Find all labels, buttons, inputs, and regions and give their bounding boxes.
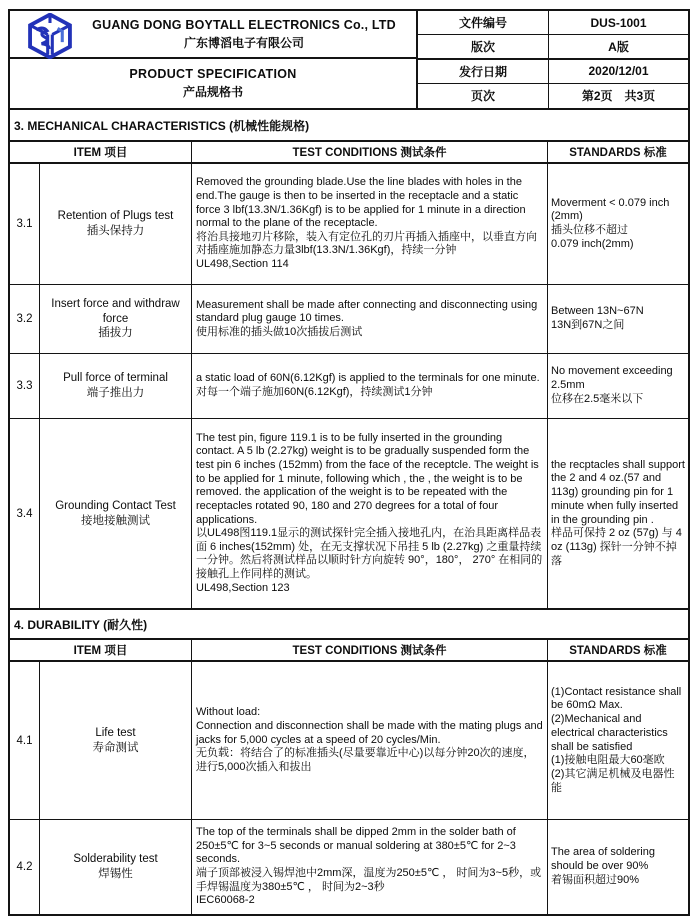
item-name-line: Life test <box>95 726 136 739</box>
doc-title-cell <box>10 59 416 108</box>
condition-line: The test pin, figure 119.1 is to be fully inserted in the grounding contact. A 5 lb (2.27kg) weight is to be gradually suspended form the test pin 6 inches (152mm) from the face of the receptcle. The weight is to be applied for 1 minute, following which , the , the weight is to be removed. the application of the weight is to be repeated with the receptacles rotated 90, 180 and 270 degrees for a total of four applications. <box>196 431 539 526</box>
standards <box>548 419 688 608</box>
standards <box>548 820 688 914</box>
header-left-block <box>10 11 418 108</box>
meta-label-issue-date: 发行日期 <box>418 60 549 84</box>
header-meta-table <box>418 11 688 108</box>
standards <box>548 285 688 354</box>
condition-line: a static load of 60N(6.12Kgf) is applied to the terminals for one minute. <box>196 372 540 385</box>
item-number: 3.4 <box>10 419 40 608</box>
item-number: 3.3 <box>10 354 40 419</box>
item-name <box>40 662 192 820</box>
item-name-line: Solderability test <box>73 853 158 866</box>
condition-line: Without load: <box>196 706 261 719</box>
meta-value-issue-date: 2020/12/01 <box>549 60 688 84</box>
standard-line: (2)其它满足机械及电器性能 <box>551 768 675 794</box>
company-name-en: GUANG DONG BOYTALL ELECTRONICS Co., LTD <box>92 17 396 32</box>
condition-line: The top of the terminals shall be dipped 2mm in the solder bath of 250±5℃ for 3~5 seconds or manual soldering at 380±5℃ for 2~3 seconds. <box>196 826 516 866</box>
table-row-4-1 <box>10 662 688 820</box>
meta-value-revision: A版 <box>549 35 688 59</box>
durability-table <box>10 640 688 914</box>
condition-line: Removed the grounding blade.Use the line blades with holes in the end.The gauge is then to be inserted in the receptacle and a static force 3 lbf(13.3N/1.36Kgf) is to be applied for 1 minute in a direction normal to the plane of the receptacle. <box>196 176 526 230</box>
meta-value-doc-no: DUS-1001 <box>549 11 688 35</box>
item-name <box>40 419 192 608</box>
document-header <box>10 11 688 110</box>
doc-title-cn: 产品规格书 <box>182 85 243 99</box>
item-name-line: 焊锡性 <box>98 868 133 880</box>
column-header-standards: STANDARDS 标准 <box>548 142 688 164</box>
test-conditions <box>192 354 548 419</box>
document-frame <box>8 9 690 916</box>
standards <box>548 354 688 419</box>
condition-line: UL498,Section 114 <box>196 258 289 271</box>
mechanical-table <box>10 142 688 608</box>
standard-line: Between 13N~67N <box>551 305 644 318</box>
condition-line: IEC60068-2 <box>196 894 255 907</box>
column-header-item: ITEM 项目 <box>10 640 192 662</box>
condition-line: Connection and disconnection shall be made with the mating plugs and jacks for 5,000 cycles at a speed of 20 cycles/Min. <box>196 720 543 746</box>
column-header-conditions: TEST CONDITIONS 测试条件 <box>192 142 548 164</box>
item-name-line: 插头保持力 <box>86 225 145 237</box>
item-name <box>40 354 192 419</box>
item-name <box>40 285 192 354</box>
table-row-3-3 <box>10 354 688 419</box>
section-title-mechanical: 3. MECHANICAL CHARACTERISTICS (机械性能规格) <box>10 110 688 142</box>
item-name-line: Insert force and withdraw force <box>51 297 180 325</box>
item-number: 4.1 <box>10 662 40 820</box>
item-name <box>40 164 192 285</box>
item-name <box>40 820 192 914</box>
standard-line: The area of soldering should be over 90% <box>551 846 655 873</box>
standard-line: (2)Mechanical and electrical characteristics shall be satisfied <box>551 713 668 753</box>
standard-line: 0.079 inch(2mm) <box>551 237 634 250</box>
table-header-row <box>10 640 688 662</box>
item-name-line: 插拔力 <box>98 327 133 340</box>
item-number: 4.2 <box>10 820 40 914</box>
condition-line: 使用标准的插头做10次插拔后测试 <box>196 325 363 338</box>
item-name-line: 接地接触测试 <box>81 514 150 527</box>
standard-line: 插头位移不超过 <box>551 224 628 236</box>
test-conditions <box>192 285 548 354</box>
table-row-4-2 <box>10 820 688 914</box>
doc-title-en: PRODUCT SPECIFICATION <box>129 67 297 81</box>
test-conditions <box>192 164 548 285</box>
table-row-3-4 <box>10 419 688 608</box>
standard-line: the recptacles shall support the 2 and 4 oz.(57 and 113g) grounding pin for 1 minute when fully inserted in the grounding pin . <box>551 458 685 526</box>
standard-line: 位移在2.5毫米以下 <box>551 392 644 405</box>
table-header-row <box>10 142 688 164</box>
test-conditions <box>192 820 548 914</box>
condition-line: Measurement shall be made after connecting and disconnecting using standard plug gauge 10 times. <box>196 298 538 325</box>
column-header-conditions: TEST CONDITIONS 测试条件 <box>192 640 548 662</box>
standards <box>548 662 688 820</box>
item-name-line: 端子推出力 <box>86 387 145 399</box>
table-row-3-1 <box>10 164 688 285</box>
company-cell <box>10 11 416 59</box>
condition-line: 对每一个端子施加60N(6.12Kgf)，持续测试1分钟 <box>196 386 433 398</box>
condition-line: 无负载：将结合了的标准插头(尽量要靠近中心)以每分钟20次的速度，进行5,000次插入和拔出 <box>196 747 535 773</box>
column-header-standards: STANDARDS 标准 <box>548 640 688 662</box>
test-conditions <box>192 662 548 820</box>
meta-label-doc-no: 文件编号 <box>418 11 549 35</box>
meta-label-revision: 版次 <box>418 35 549 59</box>
item-name-line: Pull force of terminal <box>63 372 168 385</box>
test-conditions <box>192 419 548 608</box>
item-number: 3.1 <box>10 164 40 285</box>
standard-line: 样品可保持 2 oz (57g) 与 4 oz (113g) 探针一分钟不掉落 <box>551 527 682 567</box>
standards <box>548 164 688 285</box>
item-name-line: Grounding Contact Test <box>55 499 176 512</box>
condition-line: 将治具接地刃片移除，装入有定位孔的刃片再插入插座中，以垂直方向对插座施加静态力量3lbf(13.3N/1.36Kgf)，持续一分钟 <box>196 230 537 257</box>
meta-value-page: 第2页 共3页 <box>581 89 656 104</box>
standard-line: (1)接触电阻最大60毫欧 <box>551 754 665 767</box>
company-name-cn: 广东博滔电子有限公司 <box>183 35 304 50</box>
condition-line: UL498,Section 123 <box>196 581 290 594</box>
standard-line: 13N到67N之间 <box>551 319 625 331</box>
condition-line: 端子顶部被浸入锡焊池中2mm深，温度为250±5℃ ， 时间为3~5秒，或手焊锡温度为380±5℃ ， 时间为2~3秒 <box>196 867 542 893</box>
standard-line: (1)Contact resistance shall be 60mΩ Max. <box>551 685 682 712</box>
column-header-item: ITEM 项目 <box>10 142 192 164</box>
condition-line: 以UL498图119.1显示的测试探针完全插入接地孔内，在治具距离样品表面 6 inches(152mm) 处，在无支撑状况下吊挂 5 lb (2.27kg) 之重量持续一分钟。然后将测试样品以顺时针方向旋转 90°，180°， 270° 在相同的接触孔上作同样的测试。 <box>196 527 543 580</box>
company-logo-icon <box>25 13 75 59</box>
standard-line: 着锡面积超过90% <box>551 873 640 886</box>
standard-line: No movement exceeding 2.5mm <box>551 365 673 392</box>
standard-line: Moverment < 0.079 inch (2mm) <box>551 196 670 223</box>
item-name-line: 寿命测试 <box>92 741 139 754</box>
item-name-line: Retention of Plugs test <box>57 210 174 223</box>
table-row-3-2 <box>10 285 688 354</box>
item-number: 3.2 <box>10 285 40 354</box>
meta-label-page: 页次 <box>418 84 549 108</box>
section-title-durability: 4. DURABILITY (耐久性) <box>10 608 688 640</box>
